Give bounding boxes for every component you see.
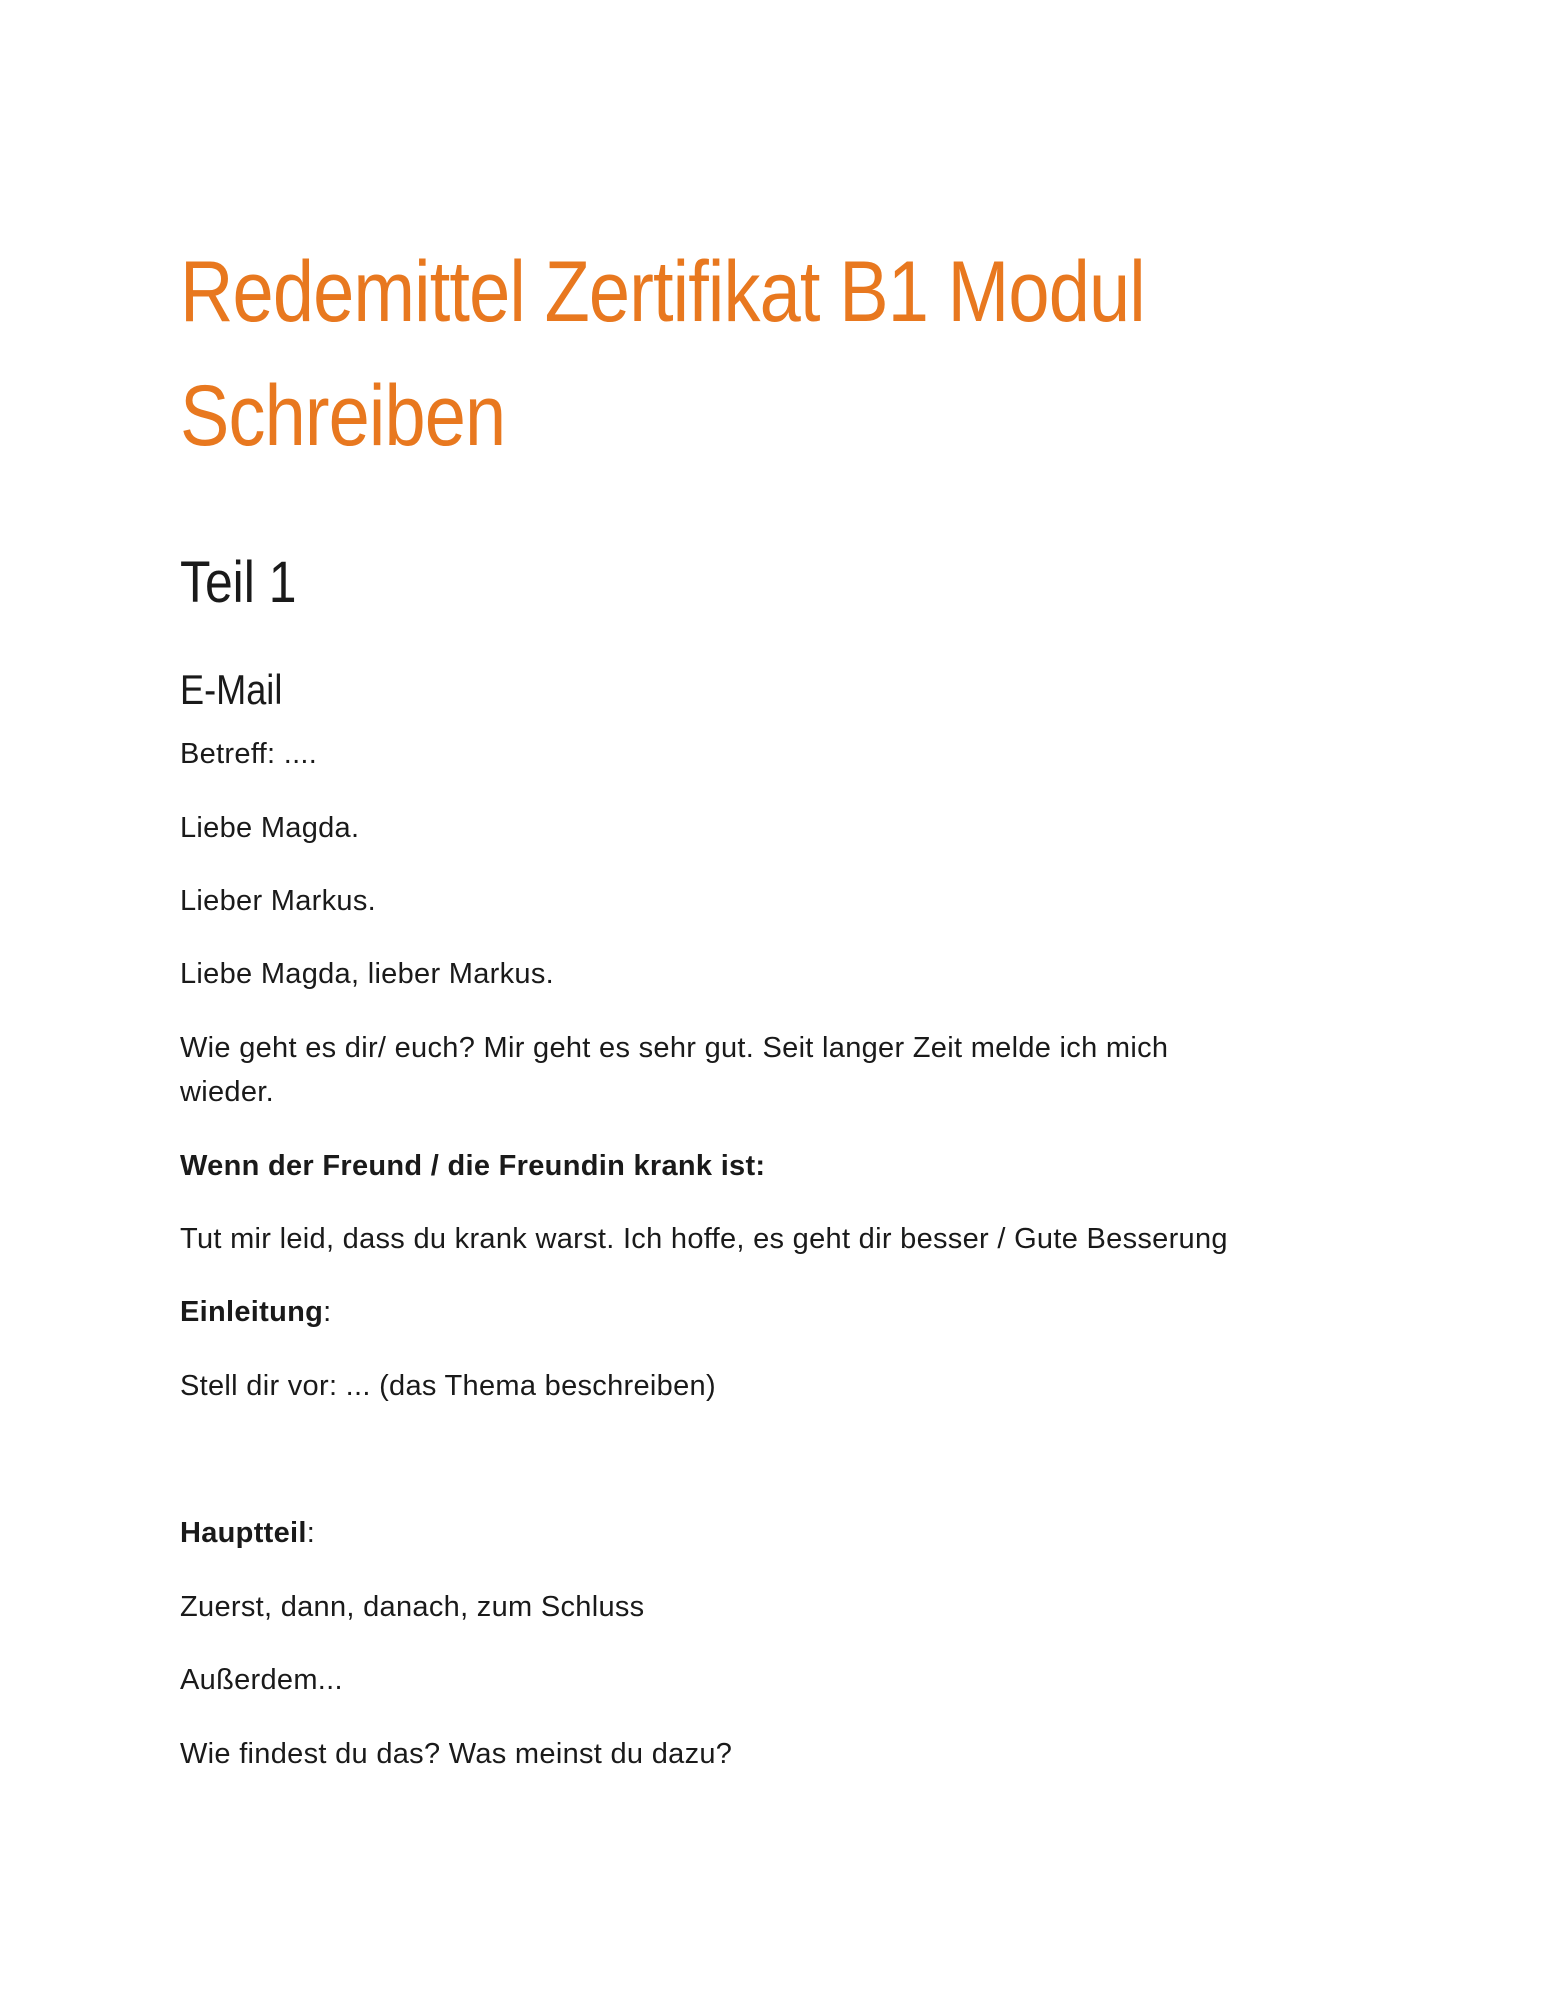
intro-text: Stell dir vor: ... (das Thema beschreiben) — [180, 1370, 716, 1402]
intro-heading: Einleitung — [180, 1296, 324, 1328]
main-text-line-2: Außerdem... — [180, 1664, 343, 1696]
intro-heading-line — [180, 1290, 332, 1334]
intro-heading-colon: : — [323, 1296, 332, 1328]
sick-friend-heading: Wenn der Freund / die Freundin krank ist: — [180, 1150, 766, 1182]
main-text-line-3: Wie findest du das? Was meinst du dazu? — [180, 1738, 733, 1770]
opening-paragraph-line-1: Wie geht es dir/ euch? Mir geht es sehr gut. Seit langer Zeit melde ich mich — [180, 1032, 1169, 1064]
section-heading: Teil 1 — [180, 550, 297, 615]
betreff-line: Betreff: .... — [180, 738, 318, 770]
main-text-line-1: Zuerst, dann, danach, zum Schluss — [180, 1591, 645, 1623]
opening-paragraph-line-2: wieder. — [180, 1076, 274, 1108]
greeting-line-1: Liebe Magda. — [180, 812, 360, 844]
document-title-line-1: Redemittel Zertifikat B1 Modul — [180, 244, 1145, 340]
subsection-heading: E-Mail — [180, 666, 283, 713]
main-heading-line — [180, 1511, 315, 1555]
greeting-line-2: Lieber Markus. — [180, 885, 376, 917]
greeting-line-3: Liebe Magda, lieber Markus. — [180, 958, 555, 990]
main-heading: Hauptteil — [180, 1517, 307, 1549]
document-title-line-2: Schreiben — [180, 368, 506, 464]
sick-friend-text: Tut mir leid, dass du krank warst. Ich hoffe, es geht dir besser / Gute Besserung — [180, 1223, 1228, 1255]
main-heading-colon: : — [306, 1517, 316, 1549]
